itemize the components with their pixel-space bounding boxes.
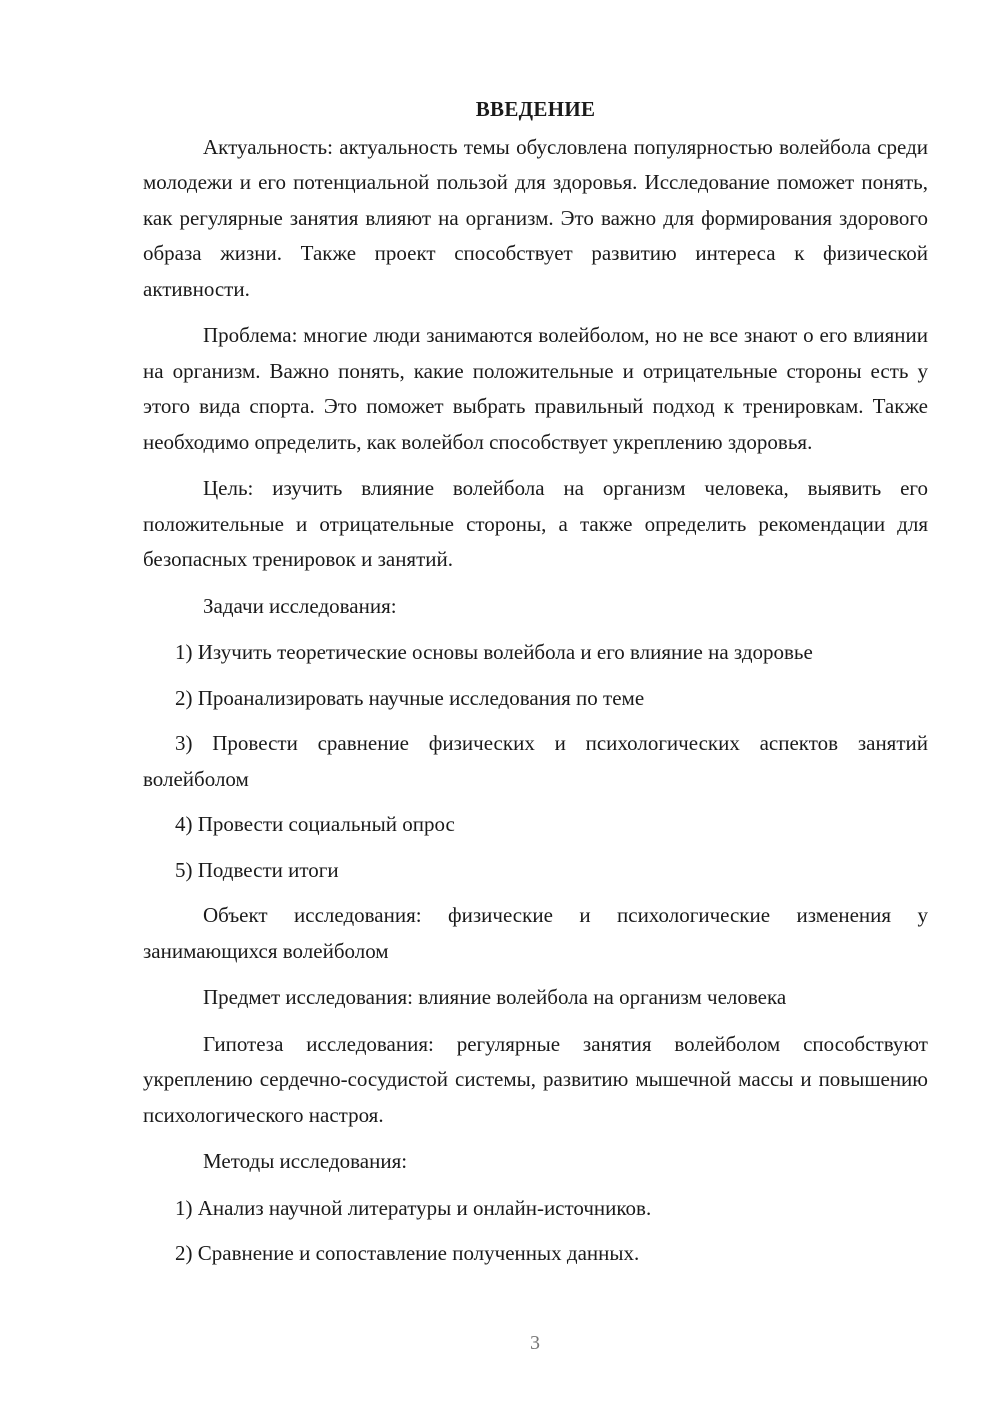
hypothesis-paragraph: Гипотеза исследования: регулярные занятия волейболом способствуют укреплению сердечно-сосудистой системы, развитию мышечной массы и повышению психологического настроя. xyxy=(143,1031,928,1127)
method-item: 2) Сравнение и сопоставление полученных данных. xyxy=(175,1241,640,1265)
methods-heading: Методы исследования: xyxy=(203,1149,408,1173)
task-item: 5) Подвести итоги xyxy=(175,857,339,882)
page-number: 3 xyxy=(530,1332,540,1354)
tasks-heading: Задачи исследования: xyxy=(203,593,397,618)
relevance-paragraph: Актуальность: актуальность темы обусловлена популярностью волейбола среди молодежи и его потенциальной пользой для здоровья. Исследование поможет понять, как регулярные занятия влияют на организм. Это важно для формирования здорового образа жизни. Также проект способствует развитию интереса к физической активности. xyxy=(143,134,928,301)
goal-paragraph: Цель: изучить влияние волейбола на организм человека, выявить его положительные и отрицательные стороны, а также определить рекомендации для безопасных тренировок и занятий. xyxy=(143,476,928,571)
method-item: 1) Анализ научной литературы и онлайн-источников. xyxy=(175,1195,652,1220)
task-item: 4) Провести социальный опрос xyxy=(175,812,455,836)
task-item: 1) Изучить теоретические основы волейбола и его влияние на здоровье xyxy=(175,640,813,664)
object-paragraph: Объект исследования: физические и психологические изменения у занимающихся волейболом xyxy=(143,903,928,963)
task-item: 2) Проанализировать научные исследования по теме xyxy=(175,685,645,710)
section-title: ВВЕДЕНИЕ xyxy=(475,97,596,121)
task-item: 3) Провести сравнение физических и психологических аспектов занятий волейболом xyxy=(143,731,928,791)
subject-paragraph: Предмет исследования: влияние волейбола на организм человека xyxy=(203,985,787,1009)
problem-paragraph: Проблема: многие люди занимаются волейболом, но не все знают о его влиянии на организм. Важно понять, какие положительные и отрицательные стороны есть у этого вида спорта. Это поможет выбрать правильный подход к тренировкам. Также необходимо определить, как волейбол способствует укреплению здоровья. xyxy=(143,323,928,454)
page-content xyxy=(143,92,928,1282)
